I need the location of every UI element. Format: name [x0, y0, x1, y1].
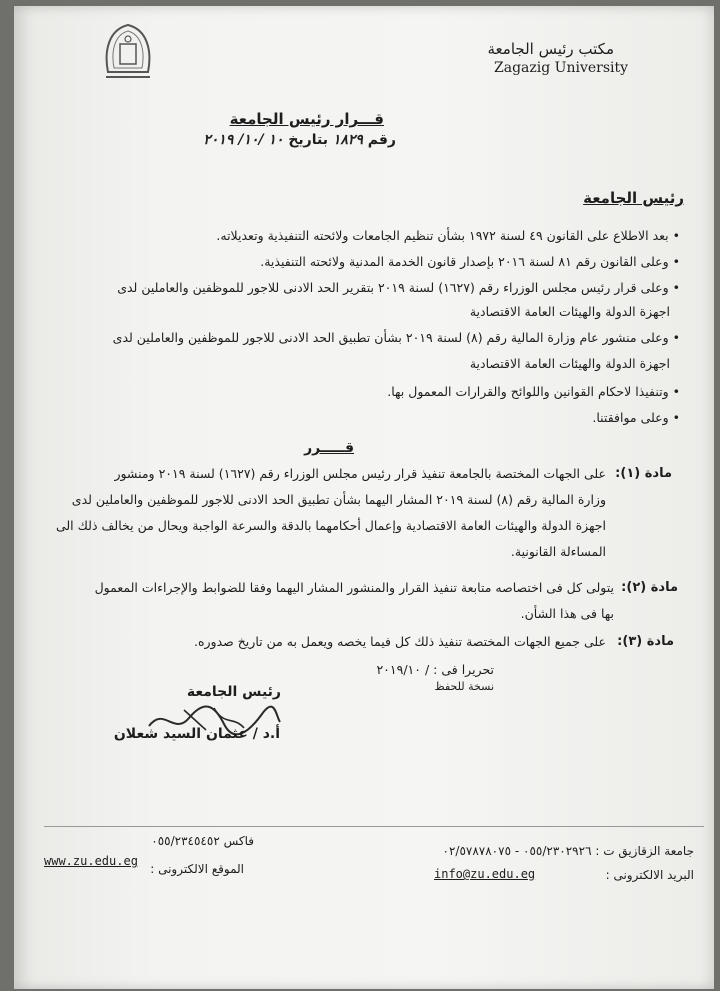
preamble-line: • بعد الاطلاع على القانون ٤٩ لسنة ١٩٧٢ بشأن تنظيم الجامعات ولائحته التنفيذية وتعديلاته.: [216, 228, 680, 243]
issued-block: [376, 661, 494, 695]
university-name-english: Zagazig University: [494, 60, 629, 76]
article-3-line: على جميع الجهات المختصة تنفيذ ذلك كل فيما يخصه ويعمل به من تاريخ صدوره.: [193, 634, 606, 649]
decree-number-line: [203, 132, 396, 148]
article-2-line: بها فى هذا الشأن.: [520, 606, 614, 621]
decree-number-value: ١٨٢٩: [332, 132, 363, 148]
footer-fax: [151, 834, 254, 848]
preamble-line: اجهزة الدولة والهيئات العامة الاقتصادية: [469, 356, 670, 371]
decree-date-label: بتاريخ: [288, 132, 328, 148]
decree-date-value: ١٠ /١٠/ ٢٠١٩: [203, 132, 284, 148]
article-1-line: على الجهات المختصة بالجامعة تنفيذ قرار رئيس مجلس الوزراء رقم (١٦٢٧) لسنة ٢٠١٩ ومنشور: [114, 466, 606, 481]
article-3-label: مادة (٣):: [617, 634, 674, 649]
footer-fax-number: ٠٥٥/٢٣٤٥٤٥٢: [151, 834, 220, 848]
decree-number-label: رقم: [367, 132, 396, 148]
decree-title: قـــرار رئيس الجامعة: [229, 110, 384, 128]
footer-website-label: الموقع الالكترونى :: [150, 862, 244, 876]
signatory-title: رئيس الجامعة: [186, 684, 281, 700]
article-2-line: يتولى كل فى اختصاصه متابعة تنفيذ القرار والمنشور المشار اليهما وفقا للضوابط والإجراءات المعمول: [94, 580, 614, 595]
issued-date: / ٢٠١٩/١٠: [376, 662, 430, 677]
preamble-line: • وعلى منشور عام وزارة المالية رقم (٨) لسنة ٢٠١٩ بشأن تطبيق الحد الادنى للاجور للموظفين والعاملين لدى: [112, 330, 680, 345]
document-page: [14, 6, 714, 989]
preamble-line: • وتنفيذا لاحكام القوانين واللوائح والقرارات المعمول بها.: [387, 384, 680, 399]
university-logo: [98, 22, 158, 84]
footer-phone-1: ٠٥٥/٢٣٠٢٩٢٦: [523, 844, 592, 858]
issued-label-line: [376, 661, 494, 678]
preamble-line: اجهزة الدولة والهيئات العامة الاقتصادية: [469, 304, 670, 319]
footer-university: جامعة الزقازيق ت :: [595, 844, 694, 858]
footer-phone-2: ٠٢/٥٧٨٧٨٠٧٥: [442, 844, 512, 858]
footer-website-link[interactable]: www.zu.edu.eg: [44, 854, 138, 868]
article-1-line: المساءلة القانونية.: [510, 544, 606, 559]
article-1-label: مادة (١):: [615, 466, 672, 481]
office-name-arabic: مكتب رئيس الجامعة: [487, 40, 614, 58]
signatory-name: أ.د / عثمان السيد شعلان: [113, 726, 280, 742]
footer-fax-label: فاكس: [223, 834, 254, 848]
article-1-line: اجهزة الدولة والهيئات العامة الاقتصادية وإعمال أحكامهما بالدقة والسرعة الواجبة ويحال من يخالف ذلك الى: [55, 518, 606, 533]
footer-university-phone: جامعة الزقازيق ت : ٠٥٥/٢٣٠٢٩٢٦ - ٠٢/٥٧٨٧٨٠٧٥: [442, 844, 694, 858]
preamble-line: • وعلى قرار رئيس مجلس الوزراء رقم (١٦٢٧) لسنة ٢٠١٩ بتقرير الحد الادنى للاجور للموظفين والعاملين لدى: [117, 280, 680, 295]
article-1-line: وزارة المالية رقم (٨) لسنة ٢٠١٩ المشار اليهما بشأن تطبيق الحد الادنى للاجور للموظفين والعاملين لدى: [71, 492, 606, 507]
footer-email-link[interactable]: info@zu.edu.eg: [434, 867, 536, 881]
issued-note: نسخة للحفظ: [434, 680, 494, 693]
decides-heading: قـــــرر: [304, 440, 354, 456]
footer-email-label: البريد الالكترونى :: [605, 868, 694, 882]
issued-label: تحريرا فى :: [433, 662, 494, 677]
article-2-label: مادة (٢):: [621, 580, 678, 595]
preamble-line: • وعلى موافقتنا.: [592, 410, 680, 425]
president-heading: رئيس الجامعة: [583, 189, 684, 207]
preamble-line: • وعلى القانون رقم ٨١ لسنة ٢٠١٦ بإصدار قانون الخدمة المدنية ولائحته التنفيذية.: [260, 254, 680, 269]
footer-divider: [44, 826, 704, 827]
